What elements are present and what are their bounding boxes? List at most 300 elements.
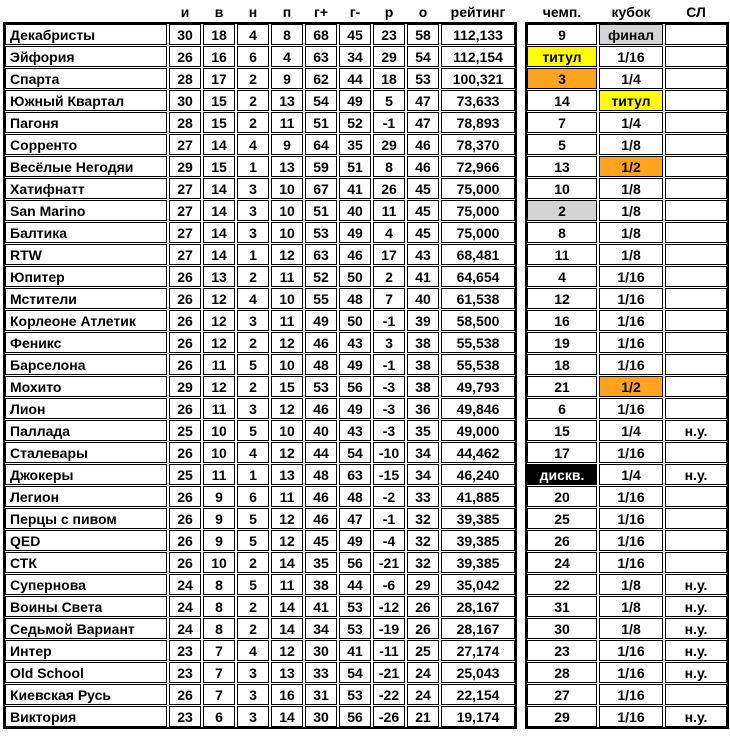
team-name: Паллада <box>5 420 167 441</box>
competitions-table-border <box>525 22 729 729</box>
stat-gf: 41 <box>305 596 337 617</box>
stat-o: 24 <box>407 684 439 705</box>
stat-n: 5 <box>237 508 269 529</box>
stat-v: 15 <box>203 90 235 111</box>
cup-cell: 1/4 <box>599 464 663 485</box>
main-standings-header <box>5 1 517 22</box>
stat-v: 7 <box>203 684 235 705</box>
cup-cell: 1/2 <box>599 156 663 177</box>
team-name: Old School <box>5 662 167 683</box>
stat-rating: 55,538 <box>441 332 515 353</box>
stat-ga: 56 <box>339 706 371 727</box>
column-header-champ: чемп. <box>542 3 582 20</box>
cup-cell: 1/16 <box>599 486 663 507</box>
stat-r: -21 <box>373 552 405 573</box>
stat-r: 29 <box>373 46 405 67</box>
stat-o: 38 <box>407 354 439 375</box>
stat-p: 10 <box>271 178 303 199</box>
sl-cell <box>665 508 727 529</box>
cup-cell: 1/16 <box>599 332 663 353</box>
champ-cell: 16 <box>527 310 597 331</box>
stat-gf: 46 <box>305 398 337 419</box>
main-standings-table <box>5 24 515 727</box>
champ-cell: 24 <box>527 552 597 573</box>
stat-ga: 43 <box>339 420 371 441</box>
stat-p: 13 <box>271 464 303 485</box>
stat-ga: 41 <box>339 178 371 199</box>
stat-rating: 78,893 <box>441 112 515 133</box>
stat-ga: 35 <box>339 134 371 155</box>
team-name: Интер <box>5 640 167 661</box>
stat-r: -1 <box>373 508 405 529</box>
stat-i: 30 <box>169 24 201 45</box>
stat-r: -12 <box>373 596 405 617</box>
stat-v: 10 <box>203 442 235 463</box>
stat-p: 16 <box>271 684 303 705</box>
sl-cell <box>665 134 727 155</box>
champ-cell: 3 <box>527 68 597 89</box>
stat-p: 14 <box>271 706 303 727</box>
stat-ga: 54 <box>339 662 371 683</box>
stat-i: 26 <box>169 684 201 705</box>
competitions-header <box>527 1 729 22</box>
stat-v: 9 <box>203 486 235 507</box>
sl-cell <box>665 222 727 243</box>
cup-cell: 1/4 <box>599 420 663 441</box>
sl-cell: н.у. <box>665 464 727 485</box>
stat-p: 9 <box>271 134 303 155</box>
stat-p: 10 <box>271 354 303 375</box>
cup-cell: 1/16 <box>599 310 663 331</box>
stat-rating: 78,370 <box>441 134 515 155</box>
team-name: Эйфория <box>5 46 167 67</box>
stat-v: 6 <box>203 706 235 727</box>
stat-gf: 55 <box>305 288 337 309</box>
stat-n: 3 <box>237 398 269 419</box>
stat-gf: 33 <box>305 662 337 683</box>
stat-o: 34 <box>407 442 439 463</box>
champ-cell: 18 <box>527 354 597 375</box>
champ-cell: 26 <box>527 530 597 551</box>
stat-i: 26 <box>169 332 201 353</box>
stat-o: 32 <box>407 552 439 573</box>
stat-v: 14 <box>203 134 235 155</box>
stat-r: 23 <box>373 24 405 45</box>
champ-cell: 29 <box>527 706 597 727</box>
team-name: Лион <box>5 398 167 419</box>
stat-i: 26 <box>169 552 201 573</box>
column-header-rating: рейтинг <box>450 3 506 20</box>
stat-rating: 46,240 <box>441 464 515 485</box>
stat-r: 17 <box>373 244 405 265</box>
stat-n: 3 <box>237 178 269 199</box>
stat-i: 25 <box>169 464 201 485</box>
sl-cell <box>665 24 727 45</box>
stat-r: -19 <box>373 618 405 639</box>
champ-cell: 4 <box>527 266 597 287</box>
cup-cell: 1/16 <box>599 266 663 287</box>
sl-cell <box>665 156 727 177</box>
stat-v: 18 <box>203 24 235 45</box>
column-header-cup: кубок <box>611 3 651 20</box>
stat-ga: 41 <box>339 640 371 661</box>
stat-rating: 39,385 <box>441 530 515 551</box>
stat-i: 24 <box>169 618 201 639</box>
stat-i: 28 <box>169 112 201 133</box>
stat-gf: 51 <box>305 112 337 133</box>
stat-ga: 56 <box>339 376 371 397</box>
stat-v: 12 <box>203 332 235 353</box>
champ-cell: 30 <box>527 618 597 639</box>
team-name: Супернова <box>5 574 167 595</box>
stat-p: 15 <box>271 376 303 397</box>
stat-rating: 28,167 <box>441 596 515 617</box>
stat-ga: 48 <box>339 486 371 507</box>
stat-gf: 63 <box>305 244 337 265</box>
team-name: Виктория <box>5 706 167 727</box>
stat-gf: 44 <box>305 442 337 463</box>
stat-r: -1 <box>373 112 405 133</box>
team-name: Мстители <box>5 288 167 309</box>
cup-cell: 1/16 <box>599 552 663 573</box>
stat-p: 14 <box>271 618 303 639</box>
stat-o: 41 <box>407 266 439 287</box>
stat-i: 26 <box>169 530 201 551</box>
sl-cell <box>665 200 727 221</box>
stat-o: 58 <box>407 24 439 45</box>
stat-r: -3 <box>373 398 405 419</box>
stat-rating: 25,043 <box>441 662 515 683</box>
stat-ga: 44 <box>339 574 371 595</box>
sl-cell: н.у. <box>665 574 727 595</box>
stat-n: 3 <box>237 310 269 331</box>
stat-v: 16 <box>203 46 235 67</box>
sl-cell <box>665 266 727 287</box>
stat-r: 4 <box>373 222 405 243</box>
sl-cell <box>665 376 727 397</box>
stat-n: 2 <box>237 376 269 397</box>
stat-r: -6 <box>373 574 405 595</box>
sl-cell <box>665 332 727 353</box>
stat-o: 26 <box>407 618 439 639</box>
stat-p: 8 <box>271 24 303 45</box>
stat-o: 54 <box>407 46 439 67</box>
cup-cell: 1/16 <box>599 354 663 375</box>
stat-v: 17 <box>203 68 235 89</box>
column-header-sl: СЛ <box>686 3 706 20</box>
stat-gf: 59 <box>305 156 337 177</box>
stat-p: 12 <box>271 530 303 551</box>
stat-v: 7 <box>203 640 235 661</box>
stat-p: 14 <box>271 552 303 573</box>
cup-cell: 1/16 <box>599 398 663 419</box>
stat-p: 13 <box>271 662 303 683</box>
main-standings-section <box>3 1 517 729</box>
stat-p: 12 <box>271 442 303 463</box>
stat-p: 9 <box>271 68 303 89</box>
stat-ga: 45 <box>339 24 371 45</box>
stat-rating: 58,500 <box>441 310 515 331</box>
cup-cell: 1/2 <box>599 376 663 397</box>
stat-v: 15 <box>203 156 235 177</box>
stat-r: 29 <box>373 134 405 155</box>
team-name: Барселона <box>5 354 167 375</box>
sl-cell <box>665 178 727 199</box>
champ-cell: дискв. <box>527 464 597 485</box>
stat-r: -11 <box>373 640 405 661</box>
stat-v: 7 <box>203 662 235 683</box>
stat-ga: 44 <box>339 68 371 89</box>
stat-n: 3 <box>237 662 269 683</box>
sl-cell <box>665 46 727 67</box>
stat-i: 29 <box>169 376 201 397</box>
stat-rating: 39,385 <box>441 508 515 529</box>
stat-ga: 43 <box>339 332 371 353</box>
stat-i: 23 <box>169 706 201 727</box>
champ-cell: 22 <box>527 574 597 595</box>
column-header-n: н <box>248 3 258 20</box>
stat-rating: 49,846 <box>441 398 515 419</box>
stat-n: 1 <box>237 464 269 485</box>
stat-rating: 39,385 <box>441 552 515 573</box>
cup-cell: 1/16 <box>599 640 663 661</box>
stat-gf: 40 <box>305 420 337 441</box>
stat-r: 26 <box>373 178 405 199</box>
stat-o: 32 <box>407 530 439 551</box>
cup-cell: титул <box>599 90 663 111</box>
column-header-gf: г+ <box>313 3 328 20</box>
stat-r: -3 <box>373 376 405 397</box>
champ-cell: 31 <box>527 596 597 617</box>
stat-p: 10 <box>271 200 303 221</box>
stat-r: 7 <box>373 288 405 309</box>
champ-cell: 21 <box>527 376 597 397</box>
champ-cell: 8 <box>527 222 597 243</box>
stat-ga: 53 <box>339 618 371 639</box>
stat-i: 24 <box>169 574 201 595</box>
stat-o: 45 <box>407 200 439 221</box>
stat-ga: 56 <box>339 552 371 573</box>
champ-cell: 13 <box>527 156 597 177</box>
stat-p: 11 <box>271 486 303 507</box>
stat-ga: 53 <box>339 684 371 705</box>
stat-r: -1 <box>373 310 405 331</box>
stat-v: 11 <box>203 354 235 375</box>
column-header-ga: г- <box>349 3 361 20</box>
stat-gf: 30 <box>305 706 337 727</box>
champ-cell: 12 <box>527 288 597 309</box>
stat-n: 3 <box>237 684 269 705</box>
stat-n: 4 <box>237 134 269 155</box>
stat-o: 36 <box>407 398 439 419</box>
stat-i: 27 <box>169 178 201 199</box>
stat-i: 26 <box>169 486 201 507</box>
stat-v: 12 <box>203 310 235 331</box>
stat-ga: 47 <box>339 508 371 529</box>
stat-n: 1 <box>237 156 269 177</box>
stat-p: 10 <box>271 222 303 243</box>
stat-o: 40 <box>407 288 439 309</box>
stat-rating: 72,966 <box>441 156 515 177</box>
stat-rating: 55,538 <box>441 354 515 375</box>
competitions-section <box>525 1 729 729</box>
sl-cell <box>665 684 727 705</box>
stat-gf: 49 <box>305 310 337 331</box>
stat-o: 47 <box>407 112 439 133</box>
stat-v: 12 <box>203 376 235 397</box>
stat-p: 13 <box>271 90 303 111</box>
team-name: Феникс <box>5 332 167 353</box>
stat-r: 11 <box>373 200 405 221</box>
champ-cell: 14 <box>527 90 597 111</box>
stat-ga: 49 <box>339 530 371 551</box>
team-name: Корлеоне Атлетик <box>5 310 167 331</box>
sl-cell: н.у. <box>665 618 727 639</box>
stat-n: 6 <box>237 46 269 67</box>
stat-n: 5 <box>237 420 269 441</box>
sl-cell <box>665 486 727 507</box>
stat-gf: 48 <box>305 464 337 485</box>
stat-v: 14 <box>203 222 235 243</box>
stat-n: 3 <box>237 706 269 727</box>
stat-o: 24 <box>407 662 439 683</box>
competitions-table <box>527 24 727 727</box>
stat-gf: 46 <box>305 332 337 353</box>
stat-o: 46 <box>407 134 439 155</box>
stat-o: 45 <box>407 178 439 199</box>
stat-i: 27 <box>169 134 201 155</box>
cup-cell: 1/4 <box>599 112 663 133</box>
stat-gf: 63 <box>305 46 337 67</box>
stat-r: 18 <box>373 68 405 89</box>
stat-r: 2 <box>373 266 405 287</box>
cup-cell: 1/16 <box>599 684 663 705</box>
champ-cell: 11 <box>527 244 597 265</box>
champ-cell: 25 <box>527 508 597 529</box>
stat-r: -22 <box>373 684 405 705</box>
stat-n: 2 <box>237 618 269 639</box>
champ-cell: 20 <box>527 486 597 507</box>
column-header-r: р <box>384 3 394 20</box>
cup-cell: 1/8 <box>599 222 663 243</box>
stat-n: 2 <box>237 596 269 617</box>
stat-o: 29 <box>407 574 439 595</box>
stat-p: 12 <box>271 332 303 353</box>
stat-n: 2 <box>237 90 269 111</box>
stat-ga: 50 <box>339 266 371 287</box>
champ-cell: 2 <box>527 200 597 221</box>
stat-p: 12 <box>271 508 303 529</box>
team-name: Южный Квартал <box>5 90 167 111</box>
stat-o: 33 <box>407 486 439 507</box>
stat-p: 11 <box>271 574 303 595</box>
cup-cell: 1/8 <box>599 574 663 595</box>
stat-gf: 30 <box>305 640 337 661</box>
stat-o: 25 <box>407 640 439 661</box>
stat-r: 3 <box>373 332 405 353</box>
team-name: СТК <box>5 552 167 573</box>
stat-gf: 34 <box>305 618 337 639</box>
stat-i: 26 <box>169 508 201 529</box>
column-header-i: и <box>180 3 190 20</box>
stat-rating: 112,133 <box>441 24 515 45</box>
champ-cell: 23 <box>527 640 597 661</box>
stat-n: 5 <box>237 574 269 595</box>
champ-cell: 27 <box>527 684 597 705</box>
stat-rating: 100,321 <box>441 68 515 89</box>
stat-i: 26 <box>169 398 201 419</box>
stat-rating: 28,167 <box>441 618 515 639</box>
stat-o: 38 <box>407 376 439 397</box>
stat-n: 2 <box>237 266 269 287</box>
stat-o: 35 <box>407 420 439 441</box>
stat-o: 34 <box>407 464 439 485</box>
team-name: Балтика <box>5 222 167 243</box>
stat-gf: 46 <box>305 508 337 529</box>
stat-rating: 19,174 <box>441 706 515 727</box>
stat-r: -3 <box>373 420 405 441</box>
stat-p: 10 <box>271 288 303 309</box>
cup-cell: 1/4 <box>599 68 663 89</box>
stat-rating: 44,462 <box>441 442 515 463</box>
stat-ga: 54 <box>339 442 371 463</box>
stat-r: -10 <box>373 442 405 463</box>
stat-n: 3 <box>237 222 269 243</box>
stat-i: 23 <box>169 640 201 661</box>
stat-gf: 68 <box>305 24 337 45</box>
stat-gf: 45 <box>305 530 337 551</box>
champ-cell: 6 <box>527 398 597 419</box>
stat-v: 14 <box>203 244 235 265</box>
stat-v: 10 <box>203 552 235 573</box>
stat-n: 2 <box>237 332 269 353</box>
cup-cell: 1/16 <box>599 288 663 309</box>
stat-i: 27 <box>169 244 201 265</box>
stat-r: -26 <box>373 706 405 727</box>
stat-o: 38 <box>407 332 439 353</box>
stat-v: 11 <box>203 464 235 485</box>
team-name: Декабристы <box>5 24 167 45</box>
stat-n: 5 <box>237 530 269 551</box>
stat-gf: 31 <box>305 684 337 705</box>
stat-n: 3 <box>237 200 269 221</box>
stat-ga: 51 <box>339 156 371 177</box>
stat-r: -4 <box>373 530 405 551</box>
stat-o: 26 <box>407 596 439 617</box>
stat-i: 26 <box>169 46 201 67</box>
stat-i: 27 <box>169 200 201 221</box>
champ-cell: 7 <box>527 112 597 133</box>
stat-o: 45 <box>407 222 439 243</box>
team-name: Юпитер <box>5 266 167 287</box>
stat-o: 47 <box>407 90 439 111</box>
stat-i: 30 <box>169 90 201 111</box>
stat-ga: 50 <box>339 310 371 331</box>
stat-i: 24 <box>169 596 201 617</box>
stat-rating: 68,481 <box>441 244 515 265</box>
stat-p: 13 <box>271 156 303 177</box>
stat-rating: 49,793 <box>441 376 515 397</box>
champ-cell: 17 <box>527 442 597 463</box>
stat-rating: 75,000 <box>441 222 515 243</box>
team-name: Хатифнатт <box>5 178 167 199</box>
stat-p: 14 <box>271 596 303 617</box>
stat-n: 4 <box>237 442 269 463</box>
stat-ga: 34 <box>339 46 371 67</box>
stat-i: 26 <box>169 288 201 309</box>
stat-i: 25 <box>169 420 201 441</box>
stat-n: 5 <box>237 354 269 375</box>
